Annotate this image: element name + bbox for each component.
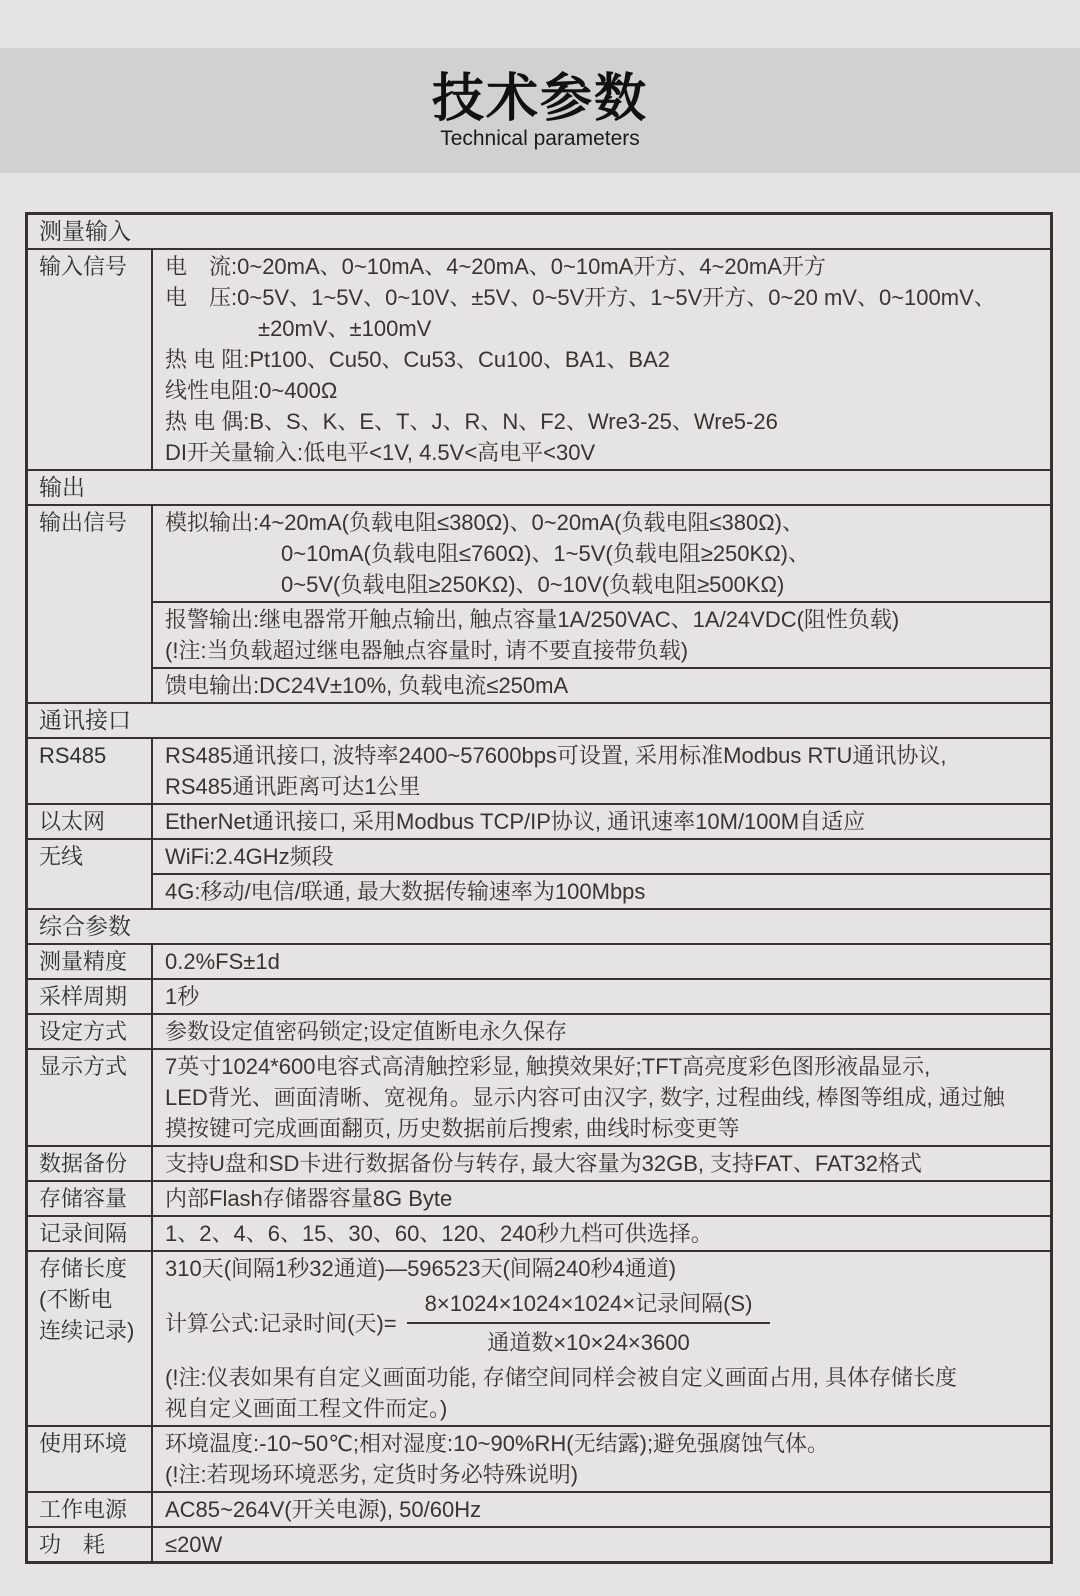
setting-cell [153,1015,1050,1048]
row-content [153,1528,1050,1561]
label-line: 存储长度 [39,1256,128,1281]
row-label: 存储容量 [28,1182,153,1215]
row-label: 数据备份 [28,1147,153,1180]
row-content [153,1217,1050,1250]
row-content [153,1015,1050,1048]
row-setting [28,1013,1050,1048]
row-label: RS485 [28,739,153,803]
spec-line: 参数设定值密码锁定;设定值断电永久保存 [165,1019,568,1044]
row-consumption [28,1526,1050,1561]
row-rs485 [28,737,1050,803]
spec-line: 0.2%FS±1d [165,949,280,974]
row-label: 使用环境 [28,1427,153,1491]
spec-line: 1秒 [165,984,200,1009]
backup-cell [153,1147,1050,1180]
spec-line: 0~10mA(负载电阻≤760Ω)、1~5V(负载电阻≥250KΩ)、 [281,541,810,566]
row-ethernet [28,803,1050,838]
row-content [153,805,1050,838]
spec-line: AC85~264V(开关电源), 50/60Hz [165,1497,482,1522]
row-display [28,1048,1050,1145]
section-header-comm: 通讯接口 [28,702,1050,737]
row-input-signal [28,248,1050,469]
wifi-cell [153,840,1050,873]
row-content [153,739,1050,803]
row-accuracy [28,943,1050,978]
row-content [153,1182,1050,1215]
input-signal-cell [153,250,1050,469]
row-label: 采样周期 [28,980,153,1013]
interval-cell [153,1217,1050,1250]
row-output-signal [28,504,1050,702]
power-cell [153,1493,1050,1526]
spec-line: 环境温度:-10~50℃;相对湿度:10~90%RH(无结露);避免强腐蚀气体。 [165,1431,830,1456]
spec-line: 电 压:0~5V、1~5V、0~10V、±5V、0~5V开方、1~5V开方、0~20 mV、0~100mV、 [165,285,996,310]
label-line: 连续记录) [39,1318,135,1343]
spec-line: RS485通讯距离可达1公里 [165,774,421,799]
spec-line: 0~5V(负载电阻≥250KΩ)、0~10V(负载电阻≥500KΩ) [281,572,785,597]
display-cell [153,1050,1050,1145]
spec-line: (!注:若现场环境恶劣, 定货时务必特殊说明) [165,1462,579,1487]
formula-prefix: 计算公式:记录时间(天)= [165,1310,397,1336]
ethernet-cell [153,805,1050,838]
row-content [153,1147,1050,1180]
formula-numerator: 8×1024×1024×1024×记录间隔(S) [407,1288,771,1324]
row-environment [28,1425,1050,1491]
spec-line: 摸按键可完成画面翻页, 历史数据前后搜索, 曲线时标变更等 [165,1116,740,1141]
row-power [28,1491,1050,1526]
environment-cell [153,1427,1050,1491]
spec-line: 内部Flash存储器容量8G Byte [165,1186,453,1211]
label-line: (不断电 [39,1287,113,1312]
accuracy-cell [153,945,1050,978]
spec-line: RS485通讯接口, 波特率2400~57600bps可设置, 采用标准Modbus RTU通讯协议, [165,743,947,768]
storage-formula [165,1284,1042,1362]
row-label: 设定方式 [28,1015,153,1048]
row-content [153,506,1050,702]
consumption-cell [153,1528,1050,1561]
spec-line: 热 电 偶:B、S、K、E、T、J、R、N、F2、Wre3-25、Wre5-26 [165,409,778,434]
formula-denominator: 通道数×10×24×3600 [487,1330,690,1355]
rs485-cell [153,739,1050,803]
sampling-cell [153,980,1050,1013]
row-label: 记录间隔 [28,1217,153,1250]
spec-line: (!注:仪表如果有自定义画面功能, 存储空间同样会被自定义画面占用, 具体存储长度 [165,1365,958,1390]
section-header-general: 综合参数 [28,908,1050,943]
spec-line: (!注:当负载超过继电器触点容量时, 请不要直接带负载) [165,638,689,663]
analog-output-cell [153,506,1050,601]
spec-line: 视自定义画面工程文件而定。) [165,1396,448,1421]
row-content [153,980,1050,1013]
row-content [153,250,1050,469]
spec-line: 支持U盘和SD卡进行数据备份与转存, 最大容量为32GB, 支持FAT、FAT32格式 [165,1151,923,1176]
spec-line: 馈电输出:DC24V±10%, 负载电流≤250mA [165,673,569,698]
row-label: 输出信号 [28,506,153,702]
spec-line: 310天(间隔1秒32通道)—596523天(间隔240秒4通道) [165,1256,677,1281]
row-content [153,1427,1050,1491]
spec-table [25,212,1053,1564]
spec-line: WiFi:2.4GHz频段 [165,844,334,869]
row-label: 以太网 [28,805,153,838]
row-content [153,1050,1050,1145]
row-content [153,840,1050,908]
spec-line: ≤20W [165,1532,223,1557]
section-header-output: 输出 [28,469,1050,504]
row-backup [28,1145,1050,1180]
row-wireless [28,838,1050,908]
formula-fraction [407,1288,771,1358]
storage-length-cell [153,1252,1050,1425]
row-label: 工作电源 [28,1493,153,1526]
row-capacity [28,1180,1050,1215]
4g-cell [153,873,1050,908]
row-sampling [28,978,1050,1013]
row-content [153,1493,1050,1526]
spec-line: DI开关量输入:低电平<1V, 4.5V<高电平<30V [165,440,596,465]
spec-line: 7英寸1024*600电容式高清触控彩显, 触摸效果好;TFT高亮度彩色图形液晶显示, [165,1054,931,1079]
spec-line: EtherNet通讯接口, 采用Modbus TCP/IP协议, 通讯速率10M/100M自适应 [165,809,866,834]
spec-line: 电 流:0~20mA、0~10mA、4~20mA、0~10mA开方、4~20mA开方 [165,254,826,279]
row-storage-length [28,1250,1050,1425]
row-label: 测量精度 [28,945,153,978]
page-subtitle: Technical parameters [440,126,640,150]
page-title: 技术参数 [431,69,648,128]
spec-line: 1、2、4、6、15、30、60、120、240秒九档可供选择。 [165,1221,713,1246]
title-band [0,48,1080,173]
row-label: 输入信号 [28,250,153,469]
spec-line: LED背光、画面清晰、宽视角。显示内容可由汉字, 数字, 过程曲线, 棒图等组成, 通过触 [165,1085,1005,1110]
section-header-measure-input: 测量输入 [39,218,131,244]
row-content [153,945,1050,978]
capacity-cell [153,1182,1050,1215]
spec-line: ±20mV、±100mV [258,316,432,341]
row-interval [28,1215,1050,1250]
row-content [153,1252,1050,1425]
alarm-output-cell [153,601,1050,667]
spec-line: 线性电阻:0~400Ω [165,378,338,403]
spec-line: 报警输出:继电器常开触点输出, 触点容量1A/250VAC、1A/24VDC(阻性负载) [165,607,900,632]
spec-line: 热 电 阻:Pt100、Cu50、Cu53、Cu100、BA1、BA2 [165,347,671,372]
spec-line: 模拟输出:4~20mA(负载电阻≤380Ω)、0~20mA(负载电阻≤380Ω)、 [165,510,804,535]
row-label [28,1252,153,1425]
row-label: 显示方式 [28,1050,153,1145]
row-label: 无线 [28,840,153,908]
row-label: 功 耗 [28,1528,153,1561]
spec-line: 4G:移动/电信/联通, 最大数据传输速率为100Mbps [165,879,646,904]
feed-output-cell [153,667,1050,702]
